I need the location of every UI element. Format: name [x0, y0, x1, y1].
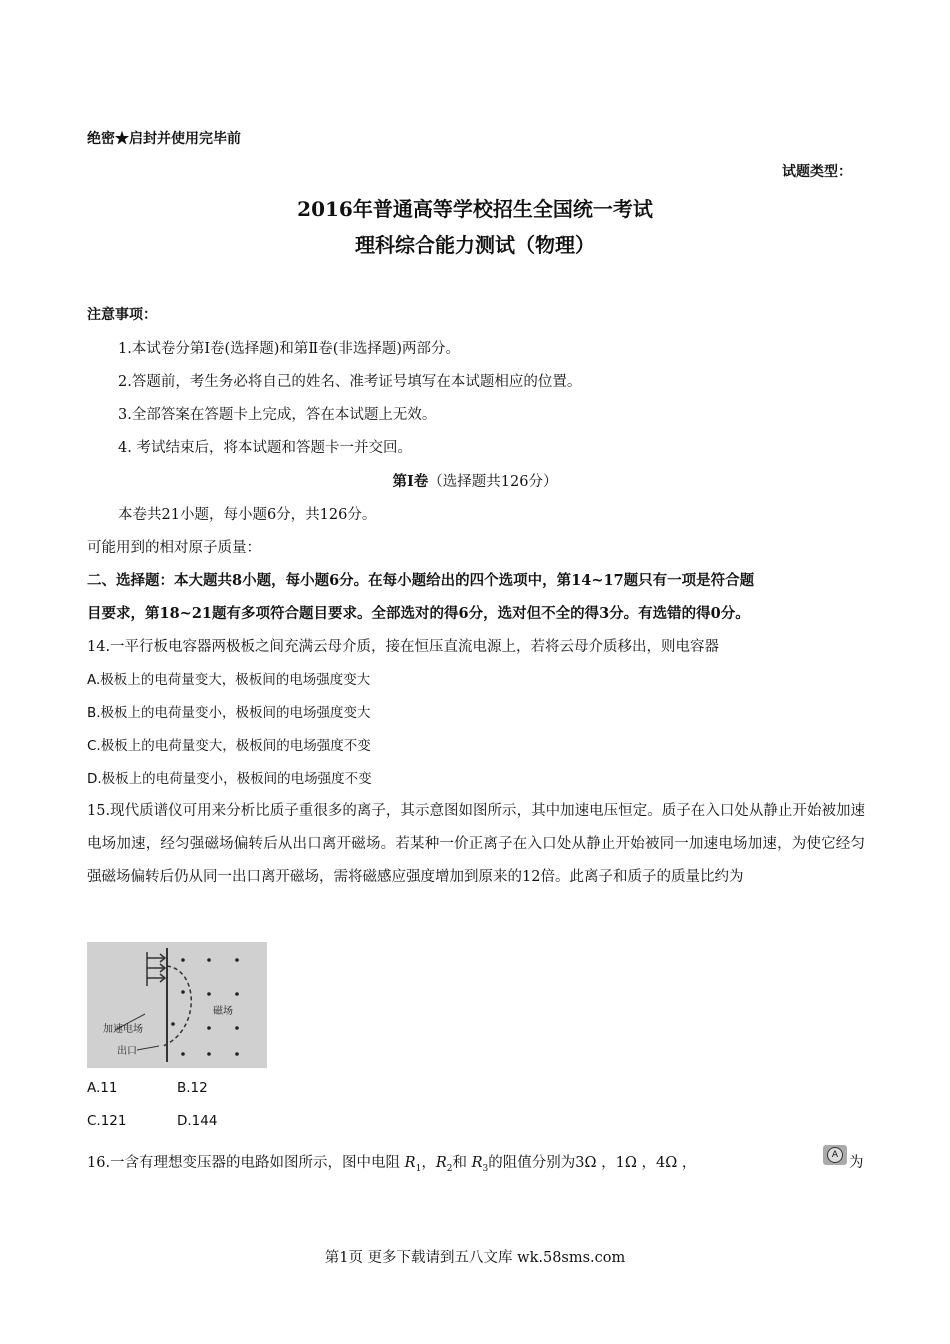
- q15-option-c: C.121: [87, 1113, 127, 1129]
- q16-text-3: 和: [452, 1155, 472, 1171]
- ammeter-symbol: A: [827, 1147, 843, 1163]
- mass-spectrometer-diagram: [87, 942, 267, 1068]
- q15-option-a: A.11: [87, 1080, 118, 1096]
- q14-stem: 14.一平行板电容器两极板之间充满云母介质，接在恒压直流电源上，若将云母介质移出，则电容器: [87, 639, 720, 655]
- question-type-label: 试题类型：: [782, 164, 852, 180]
- notes-heading: 注意事项：: [87, 307, 157, 323]
- figure-label-magnet: 磁场: [213, 1006, 233, 1017]
- exam-subtitle: 理科综合能力测试（物理）: [355, 233, 595, 257]
- q14-option-b: B.极板上的电荷量变小，极板间的电场强度变大: [87, 705, 371, 721]
- exam-title: 2016年普通高等学校招生全国统一考试: [297, 197, 653, 221]
- page-footer: 第1页 更多下载请到五八文库 wk.58sms.com: [324, 1250, 626, 1266]
- secret-notice: 绝密★启封并使用完毕前: [87, 131, 241, 147]
- figure-label-field: 加速电场: [103, 1024, 143, 1035]
- figure-label-exit: 出口: [117, 1046, 137, 1057]
- q15-option-d: D.144: [177, 1113, 218, 1129]
- q15-stem: 15.现代质谱仪可用来分析比质子重很多的离子，其示意图如图所示，其中加速电压恒定。质子在入口处从静止开始被加速电场加速，经匀强磁场偏转后从出口离开磁场。若某种一价正离子在入口处从静止开始被同一加速电场加速，为使它经匀强磁场偏转后仍从同一出口离开磁场，需将磁感应强度增加到原来的12倍。此离子和质子的质量比约为: [87, 803, 865, 885]
- q16-text-2: ，: [421, 1155, 436, 1171]
- section-title-bold: 第Ⅰ卷: [392, 473, 429, 490]
- section-description: 本卷共21小题，每小题6分，共126分。: [118, 507, 377, 523]
- part2-instruction-line1: 二、选择题：本大题共8小题，每小题6分。在每小题给出的四个选项中，第14~17题只有一项是符合题: [87, 572, 755, 589]
- mass-spectrometer-figure: [87, 942, 267, 1068]
- q15-option-b: B.12: [177, 1080, 208, 1096]
- q14-option-a: A.极板上的电荷量变大，极板间的电场强度变大: [87, 672, 371, 688]
- resistor-r3-sub: 3: [482, 1163, 489, 1174]
- note-item: 4. 考试结束后，将本试题和答题卡一并交回。: [118, 440, 412, 456]
- note-item: 2.答题前，考生务必将自己的姓名、准考证号填写在本试题相应的位置。: [118, 374, 582, 390]
- resistor-r1: R: [404, 1155, 416, 1171]
- note-item: 1.本试卷分第Ⅰ卷(选择题)和第Ⅱ卷(非选择题)两部分。: [118, 341, 461, 357]
- resistor-r1-sub: 1: [415, 1163, 422, 1174]
- part2-instruction-line2: 目要求，第18~21题有多项符合题目要求。全部选对的得6分，选对但不全的得3分。有选错的得0分。: [87, 605, 750, 622]
- ammeter-icon: [823, 1145, 847, 1165]
- note-item: 3.全部答案在答题卡上完成，答在本试题上无效。: [118, 407, 437, 423]
- section-title: [0, 470, 950, 491]
- q16-text-4: 的阻值分别为3Ω ，1Ω ，4Ω ，: [488, 1155, 697, 1171]
- resistor-r3: R: [471, 1155, 483, 1171]
- q14-option-c: C.极板上的电荷量变大，极板间的电场强度不变: [87, 738, 371, 754]
- q16-text-1: 16.一含有理想变压器的电路如图所示，图中电阻: [87, 1155, 405, 1171]
- q16-text-5: 为: [849, 1155, 864, 1171]
- resistor-r2: R: [435, 1155, 447, 1171]
- resistor-r2-sub: 2: [446, 1163, 453, 1174]
- q14-option-d: D.极板上的电荷量变小，极板间的电场强度不变: [87, 771, 372, 787]
- section-title-rest: （选择题共126分）: [428, 474, 558, 490]
- atomic-mass-line: 可能用到的相对原子质量：: [87, 540, 261, 556]
- q16-stem: [87, 1151, 696, 1174]
